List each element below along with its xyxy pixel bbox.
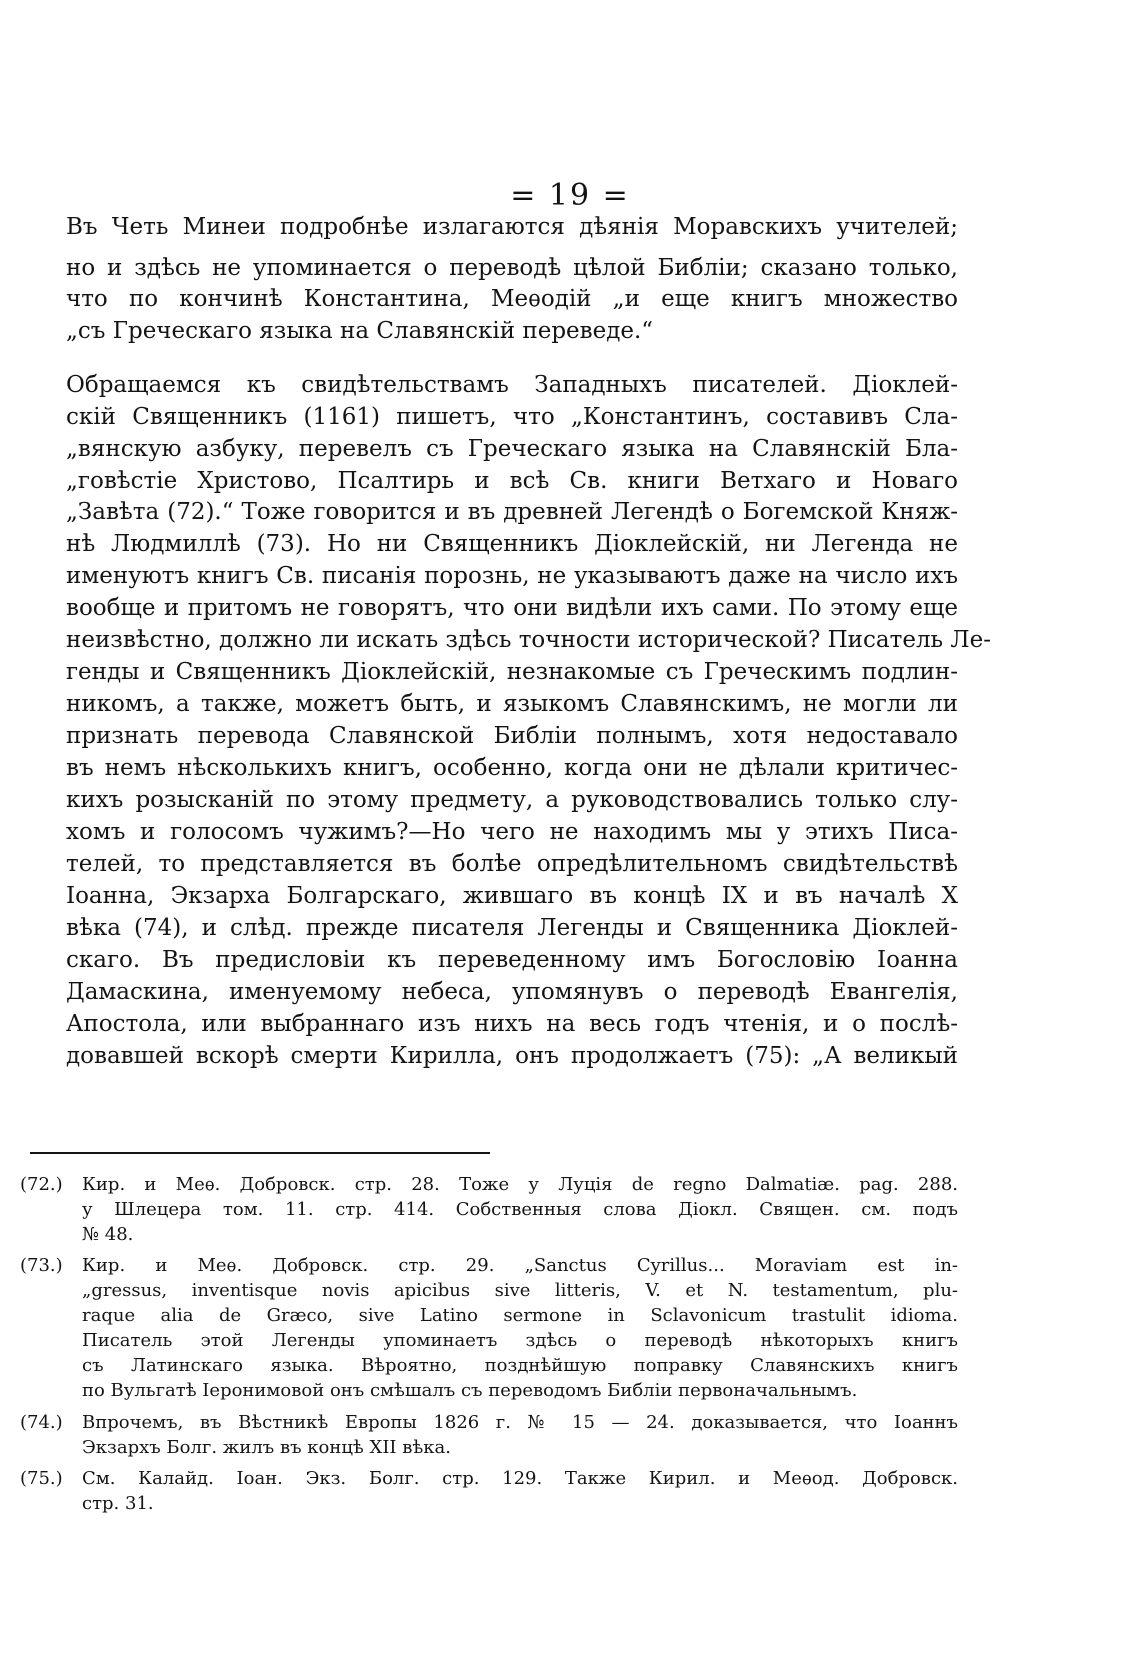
footnote-75-cont	[82, 1491, 958, 1516]
footnote-73-cont	[82, 1278, 958, 1303]
footnote-line: raque alia de Græco, sive Latino sermone in Sclavonicum trastulit idioma.	[82, 1305, 958, 1326]
body-line: признать перевода Славянской Библіи полнымъ, хотя недоставало	[66, 723, 958, 749]
body-line: Въ Четь Минеи подробнѣе излагаются дѣянія Моравскихъ учителей;	[66, 214, 958, 240]
footnote-divider	[30, 1152, 490, 1154]
body-line: Обращаемся къ свидѣтельствамъ Западныхъ писателей. Діоклей-	[66, 372, 958, 398]
body-line: вѣка (74), и слѣд. прежде писателя Легенды и Священника Діоклей-	[66, 915, 958, 941]
body-line: „съ Греческаго языка на Славянскій переведе.“	[66, 318, 654, 344]
footnote-line: съ Латинскаго языка. Вѣроятно, позднѣйшую поправку Славянскихъ книгъ	[82, 1355, 958, 1376]
footnote-line: Писатель этой Легенды упоминаетъ здѣсь о переводѣ нѣкоторыхъ книгъ	[82, 1330, 958, 1351]
body-line: кихъ розысканій по этому предмету, а руководствовались только слу-	[66, 787, 958, 813]
footnote-line: Кир. и Меѳ. Добровск. стр. 29. „Sanctus Cyrillus... Moraviam est in-	[82, 1255, 958, 1276]
footnote-label: (72.)	[20, 1174, 63, 1195]
footnote-72	[20, 1172, 960, 1197]
footnote-73-cont	[82, 1353, 958, 1378]
footnote-line: у Шлецера том. 11. стр. 414. Собственныя слова Діокл. Священ. см. подъ	[82, 1199, 958, 1220]
body-line: никомъ, а также, можетъ быть, и языкомъ Славянскимъ, не могли ли	[66, 691, 958, 717]
footnote-72-cont	[82, 1222, 958, 1247]
footnote-line: № 48.	[82, 1224, 134, 1245]
body-line: Дамаскина, именуемому небеса, упомянувъ о переводѣ Евангелія,	[66, 979, 958, 1005]
footnote-75	[20, 1466, 960, 1491]
body-line: именуютъ книгъ Св. писанія порознь, не указываютъ даже на число ихъ	[66, 563, 958, 589]
body-line: скаго. Въ предисловіи къ переведенному имъ Богословію Іоанна	[66, 947, 958, 973]
footnote-72-cont	[82, 1197, 958, 1222]
footnote-line: стр. 31.	[82, 1493, 154, 1514]
body-line: довавшей вскорѣ смерти Кирилла, онъ продолжаетъ (75): „А великый	[66, 1043, 958, 1069]
body-line: генды и Священникъ Діоклейскій, незнакомые съ Греческимъ подлин-	[66, 659, 958, 685]
body-line: „говѣстіе Христово, Псалтирь и всѣ Св. книги Ветхаго и Новаго	[66, 468, 958, 494]
footnote-74-cont	[82, 1435, 958, 1460]
body-line: въ немъ нѣсколькихъ книгъ, особенно, когда они не дѣлали критичес-	[66, 755, 958, 781]
footnote-label: (74.)	[20, 1412, 63, 1433]
body-line: скій Священникъ (1161) пишетъ, что „Константинъ, составивъ Сла-	[66, 404, 958, 430]
footnote-line: Кир. и Меѳ. Добровск. стр. 28. Тоже у Луція de regno Dalmatiæ. pag. 288.	[82, 1174, 958, 1195]
footnote-label: (73.)	[20, 1255, 63, 1276]
body-line: что по кончинѣ Константина, Меѳодій „и еще книгъ множество	[66, 286, 958, 312]
footnote-73-cont	[82, 1328, 958, 1353]
footnote-line: по Вульгатѣ Іеронимовой онъ смѣшалъ съ переводомъ Библіи первоначальнымъ.	[82, 1380, 858, 1401]
body-line: Іоанна, Экзарха Болгарскаго, жившаго въ концѣ IX и въ началѣ X	[66, 883, 958, 909]
body-line: хомъ и голосомъ чужимъ?—Но чего не находимъ мы у этихъ Писа-	[66, 819, 958, 845]
body-line: „Завѣта (72).“ Тоже говорится и въ древней Легендѣ о Богемской Княж-	[66, 499, 958, 525]
footnote-line: Впрочемъ, въ Вѣстникѣ Европы 1826 г. № 15 — 24. доказывается, что Іоаннъ	[82, 1412, 958, 1433]
footnote-line: „gressus, inventisque novis apicibus sive litteris, V. et N. testamentum, plu-	[82, 1280, 958, 1301]
footnote-label: (75.)	[20, 1468, 63, 1489]
body-line: нѣ Людмиллѣ (73). Но ни Священникъ Діоклейскій, ни Легенда не	[66, 531, 958, 557]
footnote-73-cont	[82, 1378, 958, 1403]
body-line: неизвѣстно, должно ли искать здѣсь точности исторической? Писатель Ле-	[66, 627, 991, 653]
body-line: вообще и притомъ не говорятъ, что они видѣли ихъ сами. По этому еще	[66, 595, 958, 621]
body-line: но и здѣсь не упоминается о переводѣ цѣлой Библіи; сказано только,	[66, 255, 958, 281]
body-line: Апостола, или выбраннаго изъ нихъ на весь годъ чтенія, и о послѣ-	[66, 1011, 958, 1037]
footnote-74	[20, 1410, 960, 1435]
footnote-line: Экзархъ Болг. жилъ въ концѣ XII вѣка.	[82, 1437, 451, 1458]
body-line: „вянскую азбуку, перевелъ съ Греческаго языка на Славянскій Бла-	[66, 436, 958, 462]
footnote-73-cont	[82, 1303, 958, 1328]
body-line: телей, то представляется въ болѣе опредѣлительномъ свидѣтельствѣ	[66, 851, 958, 877]
footnote-73	[20, 1253, 960, 1278]
footnote-line: См. Калайд. Іоан. Экз. Болг. стр. 129. Также Кирил. и Меѳод. Добровск.	[82, 1468, 958, 1489]
page-number: = 19 =	[510, 178, 630, 213]
